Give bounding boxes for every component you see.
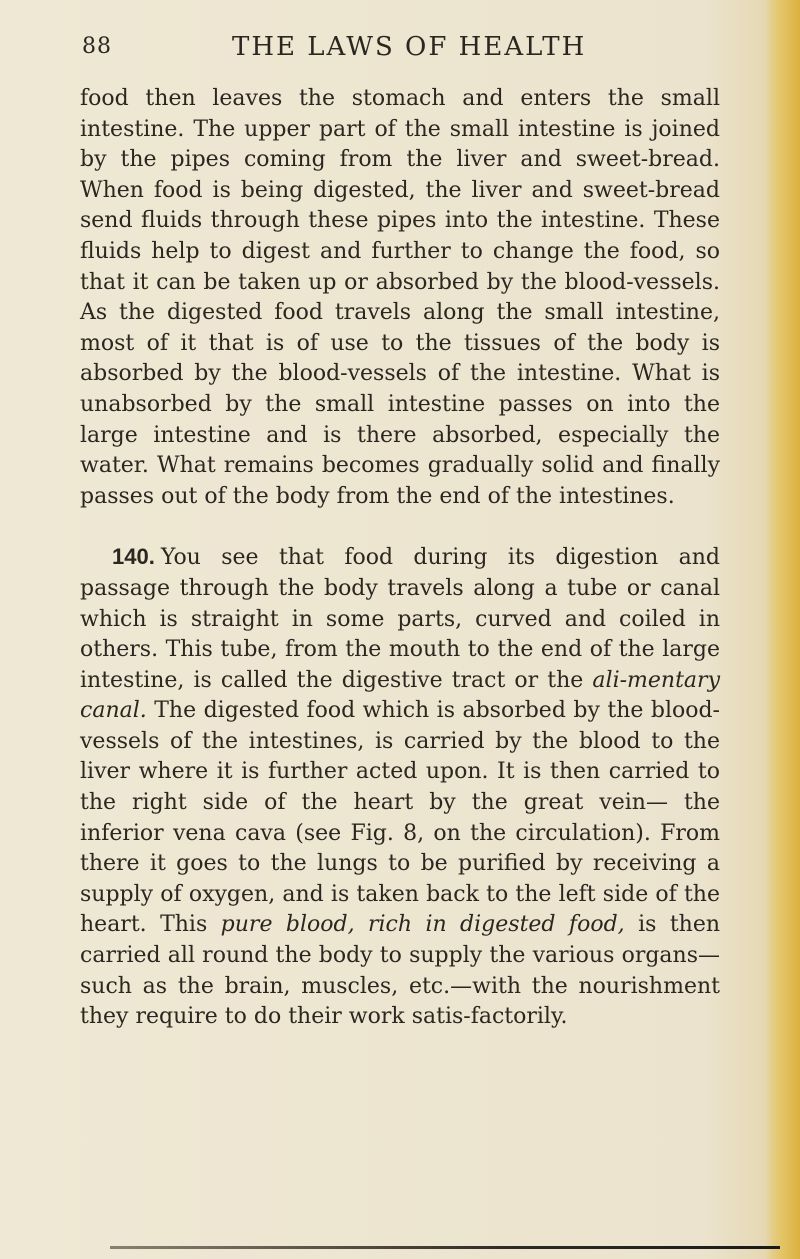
body-text [80, 84, 720, 1033]
paragraph-continued [80, 84, 720, 512]
page-edge [766, 0, 800, 1259]
page-number: 88 [82, 34, 112, 59]
running-head: THE LAWS OF HEALTH [232, 32, 587, 62]
text-run: The digested food which is absorbed by the blood-vessels of the intestines, is carried by the blood to the liver where it is further acted upon. It is then carried to the right side of the heart by the great vein— the inferior vena cava (see Fig. 8, on the circulation). From there it goes to the lungs to be purified by receiving a supply of oxygen, and is taken back to the left side of the heart. This [80, 698, 720, 938]
text-run: food then leaves the stomach and enters the small intestine. The upper part of the small intestine is joined by the pipes coming from the liver and sweet-bread. When food is being digested, the liver and sweet-bread send fluids through these pipes into the intestine. These fluids help to digest and further to change the food, so that it can be taken up or absorbed by the blood-vessels. As the digested food travels along the small intestine, most of it that is of use to the tissues of the body is absorbed by the blood-vessels of the intestine. What is unabsorbed by the small intestine passes on into the large intestine and is there absorbed, especially the water. What remains becomes gradually solid and finally passes out of the body from the end of the intestines. [80, 86, 720, 509]
italic-term: ali-mentary canal. [80, 667, 720, 724]
bottom-rule [110, 1246, 780, 1249]
page-header [82, 34, 722, 68]
text-run: is then carried all round the body to supply the various organs—such as the brain, muscles, etc.—with the nourishment they require to do their work satis-factorily. [80, 912, 721, 1030]
paragraph-140 [80, 542, 720, 1033]
paragraph-number: 140. [112, 544, 155, 570]
text-run: You see that food during its digestion and passage through the body travels along a tube or canal which is straight in some parts, curved and coiled in others. This tube, from the mouth to the end of the large intestine, is called the digestive tract or the [80, 545, 720, 693]
italic-term: pure blood, rich in digested food, [220, 912, 625, 938]
